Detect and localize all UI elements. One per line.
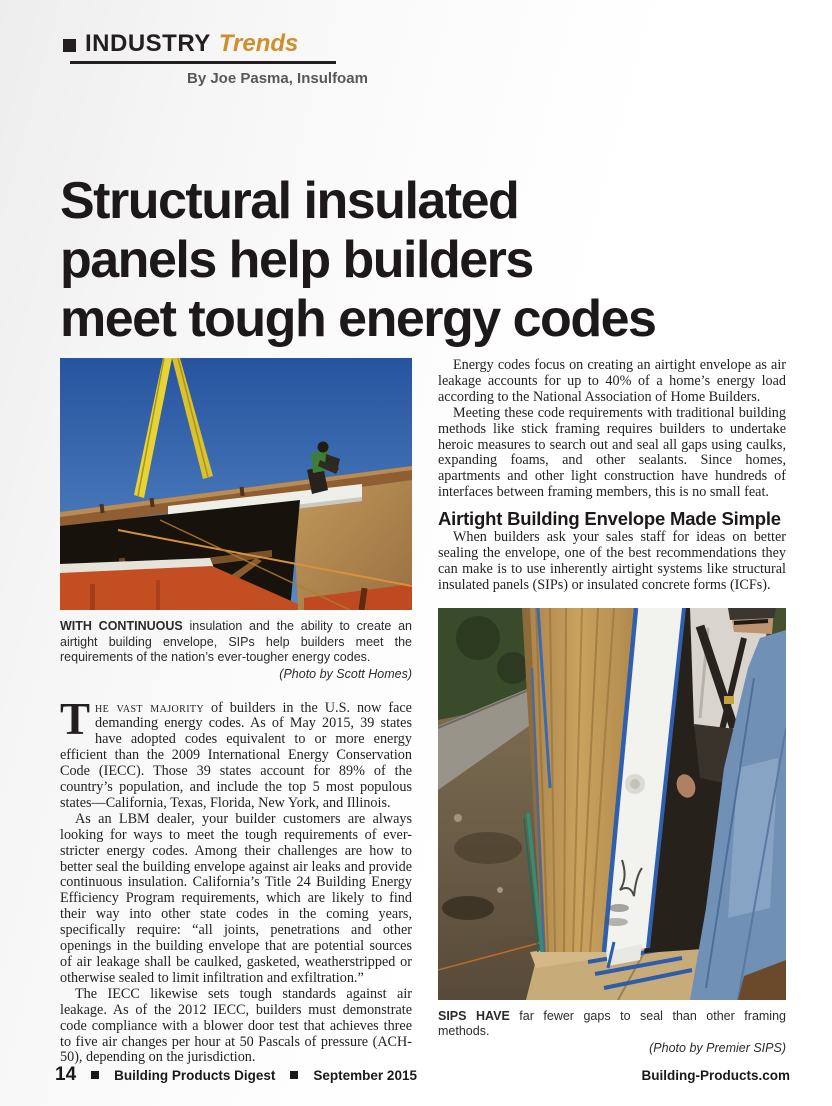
footer-left	[55, 1064, 417, 1086]
caption-text: far fewer gaps to seal than other framing methods.	[438, 1008, 786, 1039]
page-number: 14	[55, 1064, 77, 1085]
caption-lead: SIPS HAVE	[438, 1008, 510, 1023]
square-bullet-icon	[91, 1071, 99, 1079]
photo-credit: (Photo by Scott Homes)	[279, 666, 412, 681]
photo-credit: (Photo by Premier SIPS)	[649, 1040, 786, 1055]
issue-date: September 2015	[313, 1067, 417, 1083]
sip-panel-photo-graphic	[438, 608, 786, 1000]
headline-line-2: panels help builders	[60, 231, 533, 289]
article-body	[60, 358, 790, 1066]
paragraph-3: The IECC likewise sets tough standards against air leakage. As of the 2012 IECC, builders must demonstrate code compliance with a blower door test that achieves three to five air changes per hour at 50 Pascals of pressure (ACH-50), depending on the jurisdiction.	[60, 985, 412, 1066]
photo-caption	[438, 1009, 786, 1040]
headline-line-3: meet tough energy codes	[60, 290, 656, 348]
caption-text: insulation and the ability to create an airtight building envelope, SIPs help builders meet the requirements of the nation’s ever-tougher energy codes.	[60, 619, 413, 664]
publication-website: Building-Products.com	[641, 1067, 790, 1083]
square-bullet-icon	[290, 1071, 298, 1079]
construction-photo-graphic	[60, 358, 412, 610]
small-caps-lead: he vast majority	[95, 699, 205, 716]
page-footer	[55, 1064, 790, 1086]
paragraph-1-text: of builders in the U.S. now face demanding energy codes. As of May 2015, 39 states have adopted codes equivalent to or more energy efficient than the 2009 International Energy Conservation Code (IECC). Those 39 states account for 89% of the country’s population, and include the top 5 most populous states—California, Texas, Florida, New York, and Illinois.	[60, 699, 412, 811]
paragraph-4: Energy codes focus on creating an airtight envelope as air leakage accounts for up to 40% of a home’s energy load according to the National Association of Home Builders.	[438, 357, 786, 405]
masthead-rule	[70, 61, 336, 64]
paragraph-5: Meeting these code requirements with traditional building methods like stick framing requires builders to undertake heroic measures to search out and seal all gaps using caulks, expanding foams, and other sealants. Since homes, apartments and other light construction have hundreds of interfaces between framing members, this is no small feat.	[438, 404, 786, 501]
headline-line-1: Structural insulated	[60, 172, 519, 230]
section-masthead	[63, 30, 368, 87]
construction-photo	[60, 358, 412, 610]
article-headline	[60, 172, 820, 349]
section-title: INDUSTRY	[85, 30, 211, 57]
caption-lead: WITH CONTINUOUS	[60, 619, 183, 633]
article-text-left	[60, 693, 412, 1067]
article-text-right	[438, 358, 786, 594]
square-bullet-icon	[63, 39, 76, 52]
drop-cap: T	[60, 693, 91, 744]
section-subhead: Airtight Building Envelope Made Simple	[438, 508, 781, 530]
paragraph-1	[60, 693, 412, 812]
paragraph-2: As an LBM dealer, your builder customers are always looking for ways to meet the tough requirements of ever-stricter energy codes. Among their challenges are how to better seal the building envelope against air leaks and provide continuous insulation. California’s Title 24 Building Energy Efficiency Program requirements, which are likely to find their way into other state codes in the coming years, specifically require: “all joints, penetrations and other openings in the building envelope that are potential sources of air leakage shall be caulked, gasketed, weatherstripped or otherwise sealed to limit infiltration and exfiltration.”	[60, 810, 412, 986]
publication-name: Building Products Digest	[114, 1067, 276, 1083]
paragraph-6: When builders ask your sales staff for ideas on better sealing the envelope, one of the best recommendations they can make is to use inherently airtight systems like structural insulated panels (SIPs) or insulated concrete forms (ICFs).	[438, 529, 786, 593]
left-column	[60, 358, 412, 1066]
sip-panel-photo	[438, 608, 786, 1000]
photo-caption	[60, 619, 412, 666]
byline: By Joe Pasma, Insulfoam	[187, 70, 368, 87]
right-column	[438, 358, 786, 1066]
section-title-accent: Trends	[218, 30, 299, 57]
